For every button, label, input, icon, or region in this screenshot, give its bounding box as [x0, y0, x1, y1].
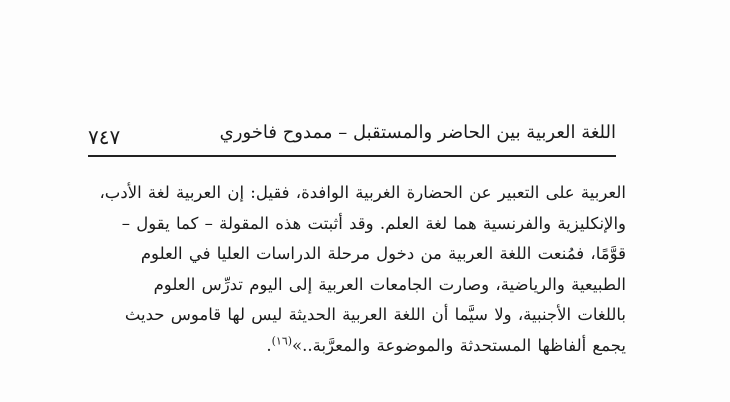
text-line: والإنكليزية والفرنسية هما لغة العلم. وقد أثبتت هذه المقولة – كما يقول – — [121, 213, 626, 233]
page-number: ٧٤٧ — [88, 125, 121, 149]
running-title: اللغة العربية بين الحاضر والمستقبل – ممدوح فاخوري — [219, 122, 616, 143]
footnote-reference: (١٦) — [271, 334, 293, 347]
text-line-last — [86, 331, 626, 362]
text-line: العربية على التعبير عن الحضارة الغربية الوافدة، فقيل: إن العربية لغة الأدب، — [99, 183, 626, 202]
text-line: قوَّمًا، فمُنعت اللغة العربية من دخول مرحلة الدراسات العليا في العلوم — [140, 244, 626, 263]
end-punctuation: . — [266, 335, 272, 355]
body-paragraph — [86, 178, 626, 398]
text-line: باللغات الأجنبية، ولا سيَّما أن اللغة العربية الحديثة ليس لها قاموس حديث — [124, 305, 626, 324]
text-line: الطبيعية والرياضية، وصارت الجامعات العربية إلى اليوم تدرِّس العلوم — [153, 274, 626, 294]
header-divider — [88, 155, 616, 157]
running-header — [88, 118, 616, 158]
last-line-text: يجمع ألفاظها المستحدثة والموضوعة والمعرَّبة..» — [292, 335, 626, 355]
